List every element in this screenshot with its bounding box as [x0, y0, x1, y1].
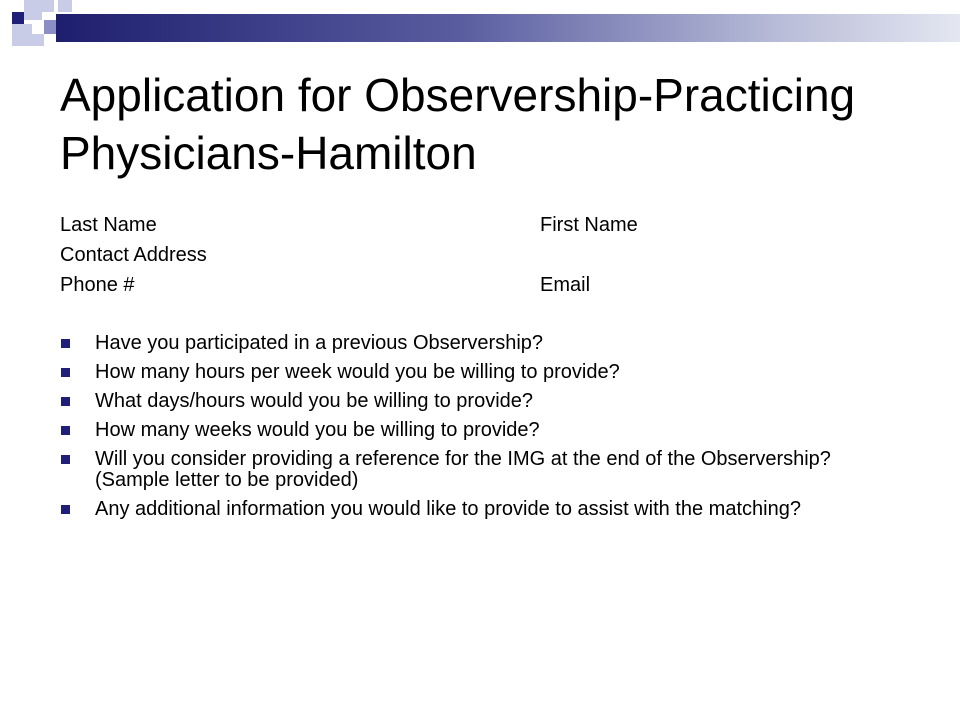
field-label-email: Email [540, 274, 591, 296]
question-item [60, 420, 900, 441]
question-item [60, 362, 900, 383]
square-bullet-icon [61, 339, 70, 348]
question-item [60, 391, 900, 412]
field-row [60, 210, 920, 240]
field-label-first-name: First Name [540, 214, 638, 236]
field-label-last-name: Last Name [60, 214, 157, 236]
field-row [60, 240, 920, 270]
question-text: Will you consider providing a reference for the IMG at the end of the Observership? (Sample letter to be provided) [95, 448, 831, 491]
question-item [60, 499, 900, 520]
header-square [32, 34, 44, 46]
field-label-contact-address: Contact Address [60, 244, 207, 266]
question-item [60, 333, 900, 354]
question-text: How many weeks would you be willing to provide? [95, 419, 540, 441]
field-row [60, 270, 920, 300]
header-square [12, 12, 24, 24]
question-text: Any additional information you would like to provide to assist with the matching? [95, 498, 801, 520]
header-gradient-bar [56, 14, 960, 42]
question-text: Have you participated in a previous Observership? [95, 332, 544, 354]
header-square [24, 0, 42, 20]
question-item [60, 449, 900, 491]
field-label-phone: Phone # [60, 274, 135, 296]
header-square [42, 0, 54, 12]
header-square [58, 0, 72, 12]
square-bullet-icon [61, 505, 70, 514]
question-list [60, 333, 900, 528]
square-bullet-icon [61, 426, 70, 435]
question-text: What days/hours would you be willing to provide? [95, 390, 534, 412]
applicant-fields [60, 210, 920, 300]
question-text: How many hours per week would you be willing to provide? [95, 361, 620, 383]
square-bullet-icon [61, 368, 70, 377]
square-bullet-icon [61, 455, 70, 464]
slide-title: Application for Observership-Practicing Physicians-Hamilton [60, 69, 856, 179]
header-square [12, 24, 32, 46]
header-square [44, 20, 56, 34]
square-bullet-icon [61, 397, 70, 406]
